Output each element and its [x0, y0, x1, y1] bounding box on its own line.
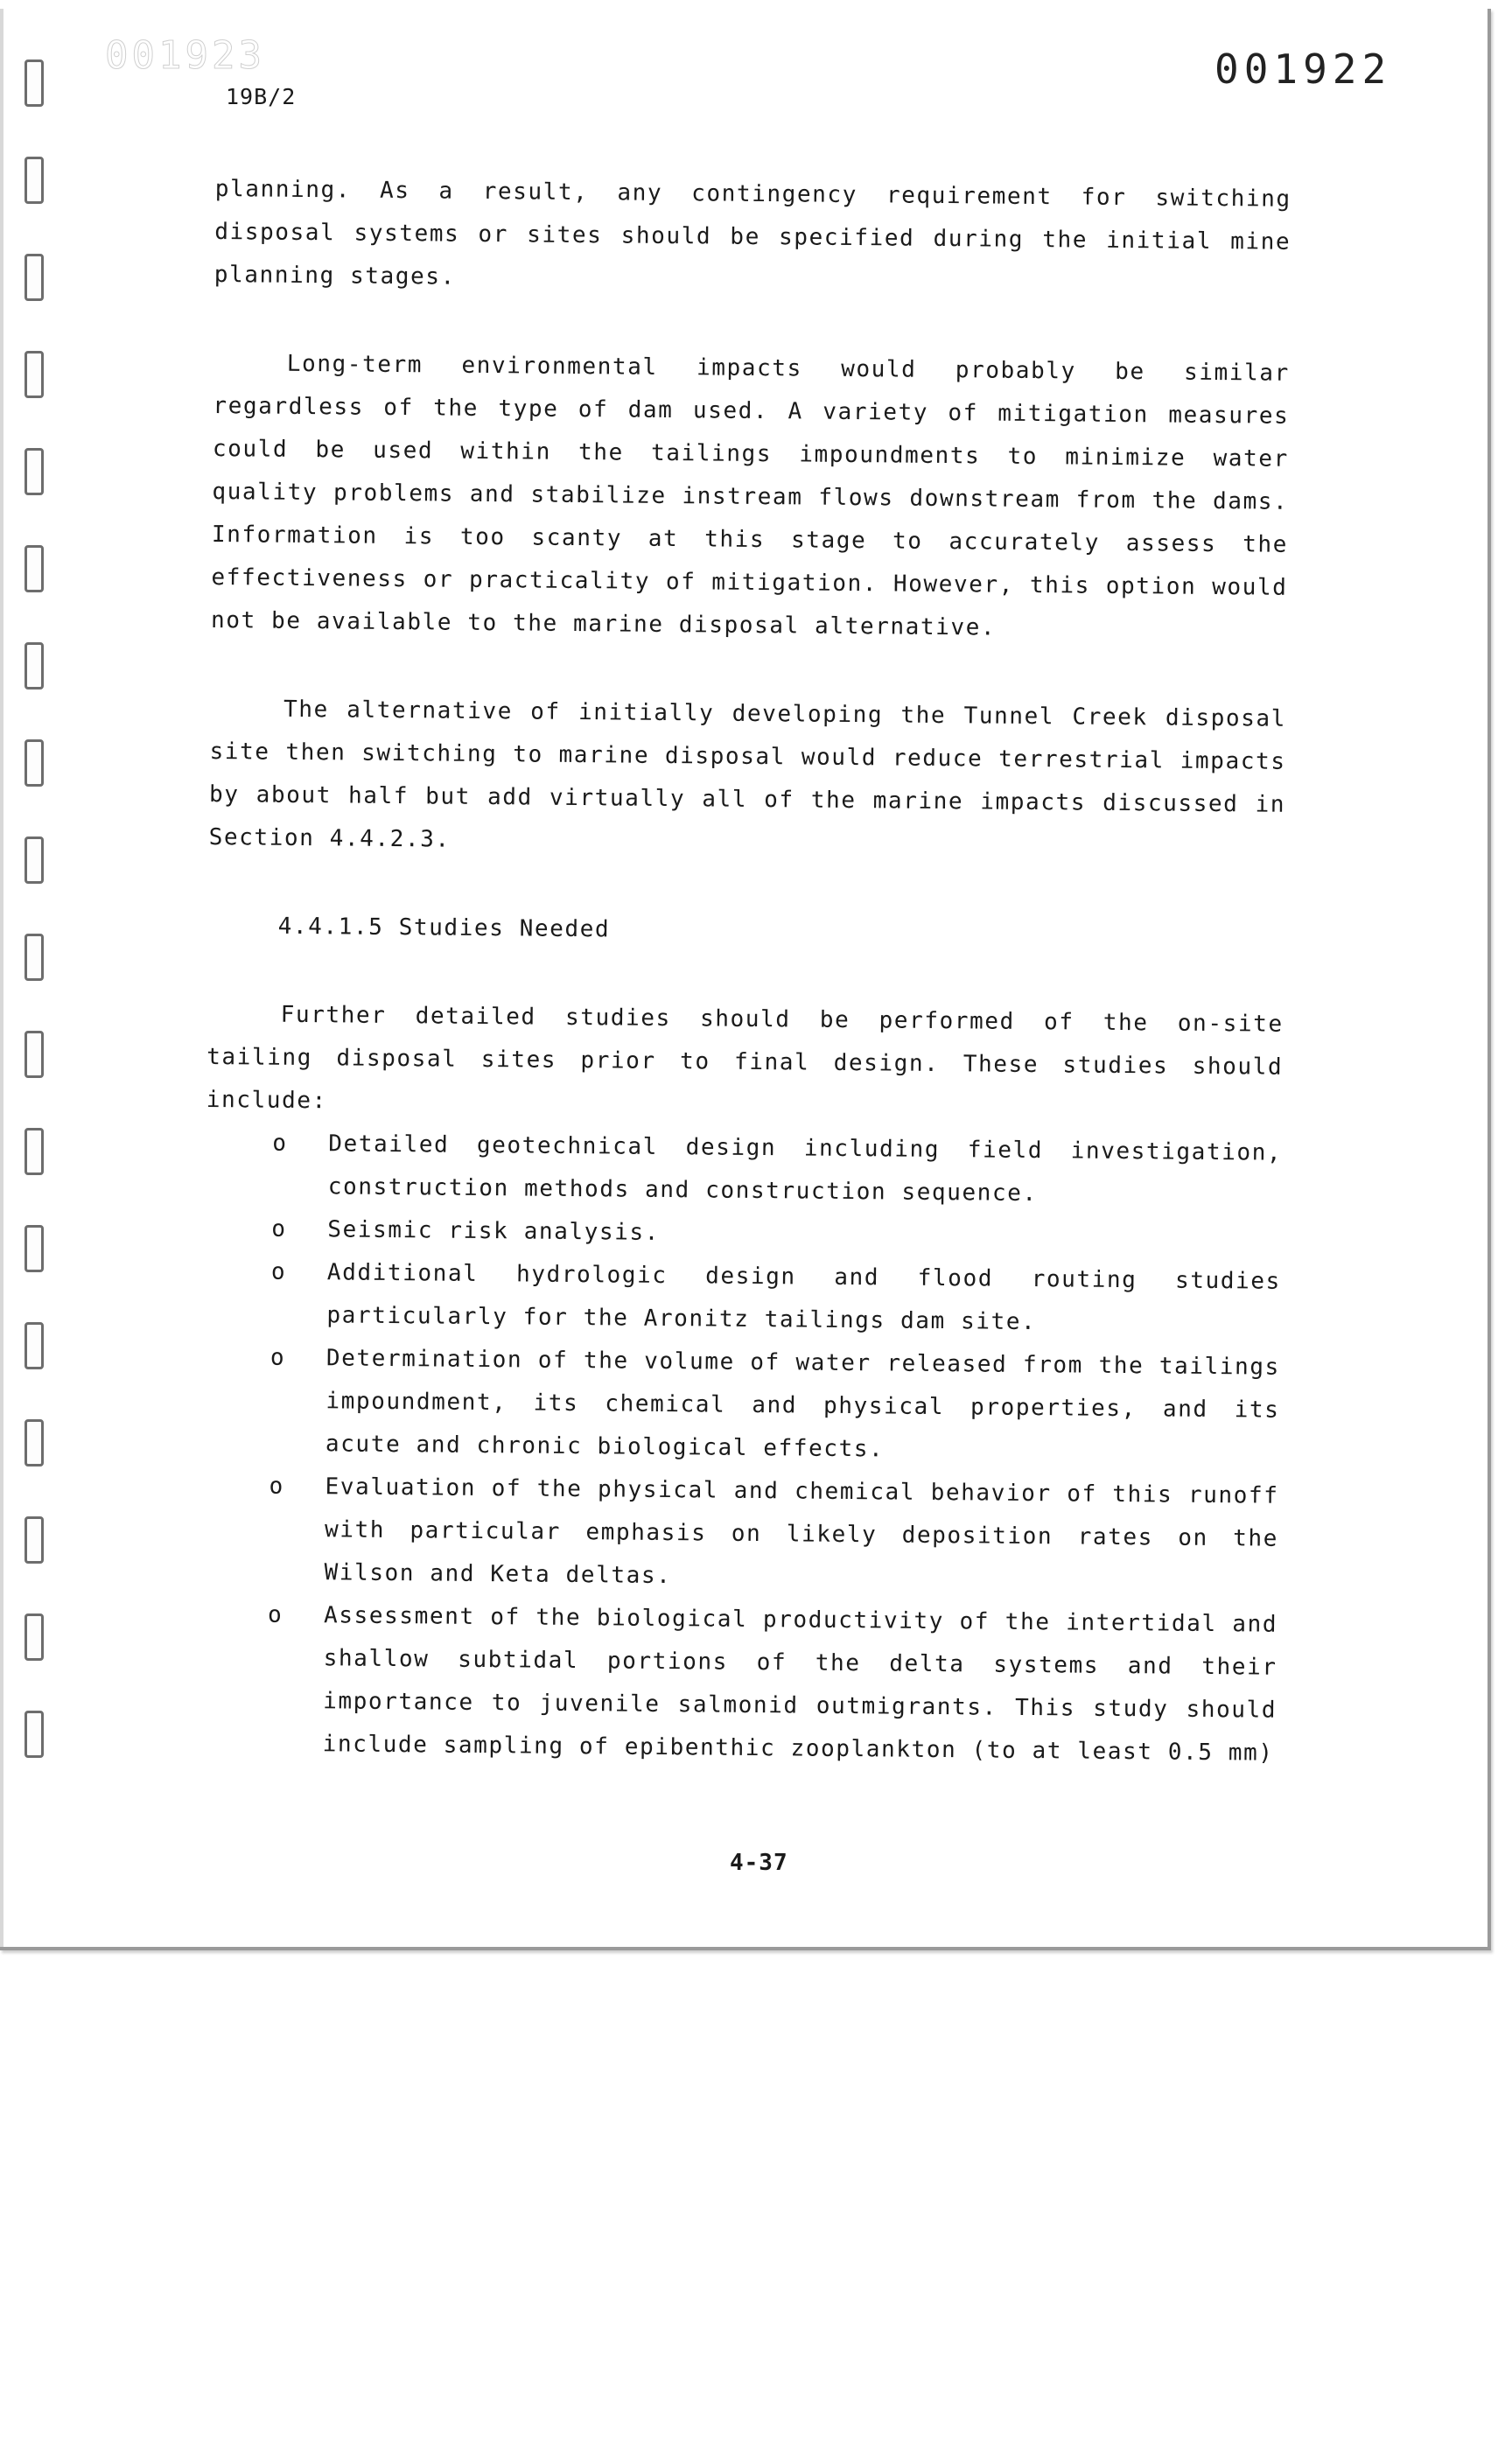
- paragraph-planning: planning. As a result, any contingency requirement for switching disposal systems or sites should be specified during the initial mine planning stages.: [214, 175, 1292, 290]
- binder-hole: [24, 254, 44, 301]
- binder-holes: [24, 60, 51, 1808]
- binder-hole: [24, 1225, 44, 1272]
- bleed-through-page-id: 001923: [105, 33, 265, 78]
- binder-hole: [24, 739, 44, 787]
- paragraph-alternative: The alternative of initially developing the Tunnel Creek disposal site then switching to marine disposal would reduce terrestrial impacts by about half but add virtually all of the marine impacts discussed in Section 4.4.2.3.: [208, 696, 1287, 853]
- bullet-marker: o: [270, 1258, 287, 1285]
- body-text: [200, 168, 1291, 1775]
- bullet-marker: o: [272, 1130, 288, 1157]
- binder-hole: [24, 642, 44, 690]
- page-id-stamp: 001922: [1214, 46, 1392, 93]
- bullet-marker: o: [267, 1601, 284, 1628]
- binder-hole: [24, 1614, 44, 1661]
- list-item: o Additional hydrologic design and flood routing studies particularly for the Aronitz tailings dam site.: [204, 1250, 1281, 1347]
- binder-hole: [24, 836, 44, 884]
- binder-hole: [24, 448, 44, 495]
- bullet-marker: o: [270, 1344, 286, 1371]
- bullet-marker: o: [269, 1473, 284, 1500]
- bullet-marker: o: [271, 1215, 287, 1242]
- list-item: o Determination of the volume of water released from the tailings impoundment, its chemical and physical properties, and its acute and chronic biological effects.: [203, 1336, 1280, 1475]
- list-item: o Evaluation of the physical and chemical behavior of this runoff with particular emphasis on likely deposition rates on the Wilson and Keta deltas.: [201, 1465, 1278, 1604]
- binder-hole: [24, 934, 44, 981]
- binder-hole: [24, 1711, 44, 1758]
- binder-hole: [24, 1419, 44, 1466]
- document-code: 19B/2: [226, 84, 297, 109]
- document-page: [0, 9, 1491, 1950]
- binder-hole: [24, 545, 44, 592]
- binder-hole: [24, 1322, 44, 1369]
- section-heading: 4.4.1.5 Studies Needed: [277, 913, 611, 943]
- page-number: 4-37: [730, 1850, 788, 1876]
- binder-hole: [24, 60, 44, 107]
- binder-hole: [24, 351, 44, 398]
- paragraph-studies-intro: Further detailed studies should be performed of the on-site tailing disposal sites prior to final design. These studies should include:: [206, 1001, 1284, 1115]
- paragraph-long-term-impacts: Long-term environmental impacts would probably be similar regardless of the type of dam used. A variety of mitigation measures could be used within the tailings impoundments to minimize water quality problems and stabilize instream flows downstream from the dams. Information is too scanty at this stage to accurately assess the effectiveness or practicality of mitigation. However, this option would not be available to the marine disposal alternative.: [210, 350, 1290, 641]
- binder-hole: [24, 157, 44, 204]
- list-item: o Assessment of the biological productivity of the intertidal and shallow subtidal portions of the delta systems and their importance to juvenile salmonid outmigrants. This study should include sampling of epibenthic zooplankton (to at least 0.5 mm): [200, 1593, 1278, 1775]
- list-item: o Seismic risk analysis.: [205, 1208, 1281, 1261]
- studies-list: [200, 1122, 1282, 1775]
- list-item: o Detailed geotechnical design including field investigation, construction methods and construction sequence.: [206, 1122, 1283, 1218]
- binder-hole: [24, 1128, 44, 1175]
- binder-hole: [24, 1516, 44, 1564]
- binder-hole: [24, 1031, 44, 1078]
